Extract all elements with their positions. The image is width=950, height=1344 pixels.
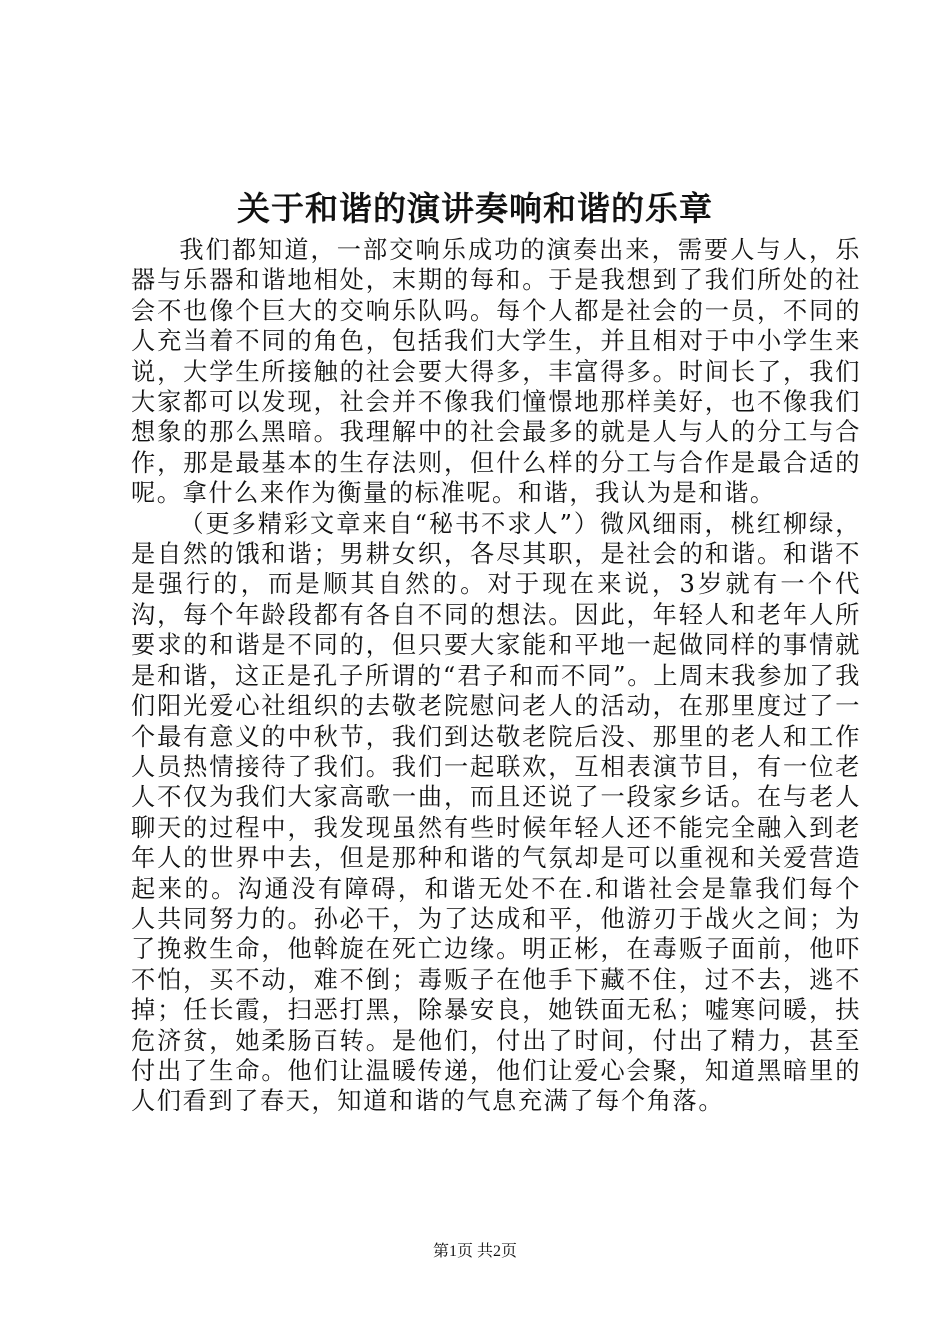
paragraph-1: 我们都知道，一部交响乐成功的演奏出来，需要人与人，乐器与乐器和谐地相处，末期的每和。于是我想到了我们所处的社会不也像个巨大的交响乐队吗。每个人都是社会的一员，不同的人充当着不同的角色，包括我们大学生，并且相对于中小学生来说，大学生所接触的社会要大得多，丰富得多。时间长了，我们大家都可以发现，社会并不像我们憧憬地那样美好，也不像我们想象的那么黑暗。我理解中的社会最多的就是人与人的分工与合作，那是最基本的生存法则，但什么样的分工与合作是最合适的呢。拿什么来作为衡量的标准呢。和谐，我认为是和谐。: [131, 236, 861, 508]
page-footer: 第1页 共2页: [432, 1243, 517, 1260]
document-body: [131, 235, 861, 1117]
paragraph-2: （更多精彩文章来自“秘书不求人”）微风细雨，桃红柳绿，是自然的饿和谐；男耕女织，各尽其职，是社会的和谐。和谐不是强行的，而是顺其自然的。对于现在来说，3岁就有一个代沟，每个年龄段都有各自不同的想法。因此，年轻人和老年人所要求的和谐是不同的，但只要大家能和平地一起做同样的事情就是和谐，这正是孔子所谓的“君子和而不同”。上周末我参加了我们阳光爱心社组织的去敬老院慰问老人的活动，在那里度过了一个最有意义的中秋节，我们到达敬老院后没、那里的老人和工作人员热情接待了我们。我们一起联欢，互相表演节目，有一位老人不仅为我们大家高歌一曲，而且还说了一段家乡话。在与老人聊天的过程中，我发现虽然有些时候年轻人还不能完全融入到老年人的世界中去，但是那种和谐的气氛却是可以重视和关爱营造起来的。沟通没有障碍，和谐无处不在.和谐社会是靠我们每个人共同努力的。孙必干，为了达成和平，他游刃于战火之间；为了挽救生命，他斡旋在死亡边缘。明正彬，在毒贩子面前，他吓不怕，买不动，难不倒；毒贩子在他手下藏不住，过不去，逃不掉；任长霞，扫恶打黑，除暴安良，她铁面无私；嘘寒问暖，扶危济贫，她柔肠百转。是他们，付出了时间，付出了精力，甚至付出了生命。他们让温暖传递，他们让爱心会聚，知道黑暗里的人们看到了春天，知道和谐的气息充满了每个角落。: [131, 509, 861, 1116]
page-title: 关于和谐的演讲奏响和谐的乐章: [237, 189, 713, 228]
